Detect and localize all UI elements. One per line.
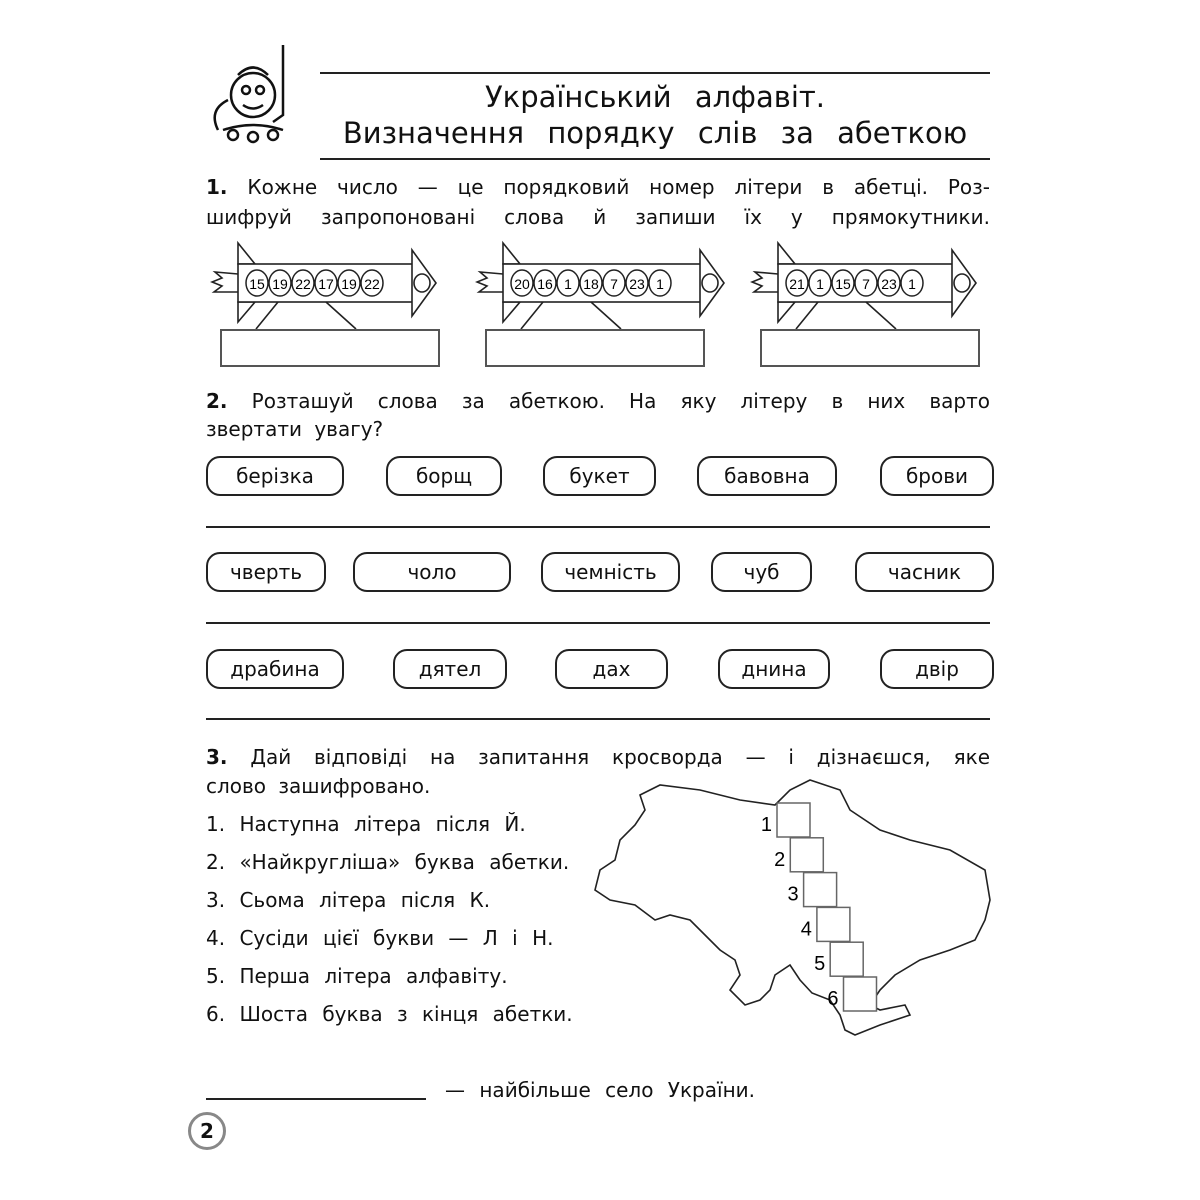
crossword-cell[interactable] [844, 977, 877, 1011]
code-number: 19 [341, 276, 357, 292]
word-card[interactable]: дятел [393, 649, 507, 689]
crossword-cell-number: 2 [774, 848, 786, 871]
code-number: 16 [537, 276, 553, 292]
crossword-question: 6. Шоста буква з кінця абетки. [206, 1002, 573, 1026]
page-subtitle: Визначення порядку слів за абеткою [342, 116, 968, 150]
final-answer-line[interactable] [206, 1098, 426, 1100]
crossword-cell-number: 5 [814, 953, 826, 976]
crossword-cell-number: 4 [800, 918, 812, 941]
word-card[interactable]: букет [543, 456, 656, 496]
code-number: 21 [789, 276, 805, 292]
word-card[interactable]: борщ [386, 456, 502, 496]
crossword-cell[interactable] [830, 942, 863, 976]
final-answer-caption: — найбільше село України. [445, 1078, 755, 1102]
code-number: 1 [816, 276, 824, 292]
task3-line1: Дай відповіді на запитання кросворда — і дізнаєшся, яке [250, 745, 991, 769]
code-number: 7 [610, 276, 618, 292]
task-number: 2. [206, 389, 228, 413]
word-card[interactable]: часник [855, 552, 994, 592]
code-number: 7 [862, 276, 870, 292]
task1-text-2: шифруй запропоновані слова й запиши їх у прямокутники. [206, 205, 990, 229]
task3-text-2: слово зашифровано. [206, 774, 431, 798]
task2-line1: Розташуй слова за абеткою. На яку літеру в них варто [251, 389, 991, 413]
word-card[interactable]: чемність [541, 552, 680, 592]
word-card[interactable]: двір [880, 649, 994, 689]
code-number: 1 [656, 276, 664, 292]
page-number: 2 [188, 1112, 226, 1150]
crossword-question: 5. Перша літера алфавіту. [206, 964, 508, 988]
crossword-cell[interactable] [790, 838, 823, 872]
crossword-cell-number: 6 [827, 988, 839, 1010]
crossword-cell-number: 1 [760, 814, 772, 836]
code-number: 17 [318, 276, 334, 292]
crossword-cell[interactable] [777, 803, 810, 837]
task1-line1: Кожне число — це порядковий номер літери в абетці. Роз- [247, 175, 990, 199]
crossword-question: 2. «Найкругліша» буква абетки. [206, 850, 570, 874]
code-number: 1 [908, 276, 916, 292]
crossword-cell-number: 3 [787, 883, 799, 906]
task-number: 3. [206, 745, 228, 769]
crossword-question: 4. Сусіди цієї букви — Л і Н. [206, 926, 554, 950]
word-card[interactable]: бавовна [697, 456, 837, 496]
page-title: Український алфавіт. [485, 80, 825, 114]
word-card[interactable]: брови [880, 456, 994, 496]
word-card[interactable]: чверть [206, 552, 326, 592]
code-number: 22 [364, 276, 380, 292]
word-card[interactable]: берізка [206, 456, 344, 496]
task-number: 1. [206, 175, 228, 199]
word-card[interactable]: дах [555, 649, 668, 689]
word-card[interactable]: чоло [353, 552, 511, 592]
crossword-cell[interactable] [804, 873, 837, 907]
crossword-cell[interactable] [817, 907, 850, 941]
crossword-question: 3. Сьома літера після К. [206, 888, 491, 912]
task2-text-2: звертати увагу? [206, 417, 384, 441]
crossword-question: 1. Наступна літера після Й. [206, 812, 526, 836]
code-number: 15 [835, 276, 851, 292]
word-card[interactable]: драбина [206, 649, 344, 689]
code-number: 20 [514, 276, 530, 292]
word-card[interactable]: чуб [711, 552, 812, 592]
word-card[interactable]: днина [718, 649, 830, 689]
code-number: 19 [272, 276, 288, 292]
code-number: 22 [295, 276, 311, 292]
code-number: 18 [583, 276, 599, 292]
code-number: 15 [249, 276, 265, 292]
code-number: 1 [564, 276, 572, 292]
code-number: 23 [629, 276, 645, 292]
code-number: 23 [881, 276, 897, 292]
